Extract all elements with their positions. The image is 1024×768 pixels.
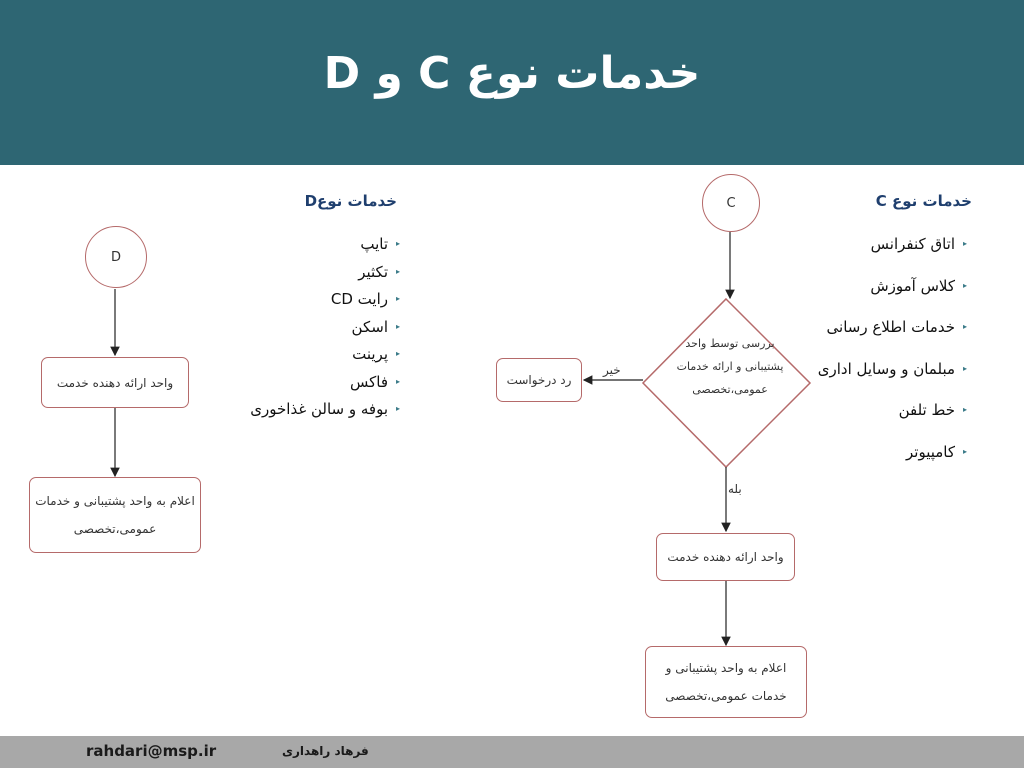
flow-c-yes-label: بله — [728, 482, 742, 496]
list-item: ▸ تایپ — [177, 231, 397, 259]
flow-d-provider-box: واحد ارائه دهنده خدمت — [41, 357, 189, 408]
list-item: ▸ فاکس — [177, 369, 397, 397]
list-item: ▸ کامپیوتر — [744, 438, 964, 480]
flow-c-no-label: خیر — [603, 363, 621, 377]
flow-c-start-node: C — [702, 174, 760, 232]
list-item: ▸ مبلمان و وسایل اداری — [744, 355, 964, 397]
list-item: ▸ اسکن — [177, 314, 397, 342]
list-item: ▸ رایت CD — [177, 286, 397, 314]
list-item: ▸ پرینت — [177, 341, 397, 369]
flow-c-reject-box: رد درخواست — [496, 358, 582, 402]
flow-c-decision-text: بررسی توسط واحد پشتیبانی و ارائه خدمات عمومی،تخصصی — [676, 337, 784, 396]
type-d-heading: خدمات نوعD — [304, 192, 397, 210]
type-c-heading: خدمات نوع C — [875, 192, 972, 210]
footer-email: rahdari@msp.ir — [86, 742, 217, 760]
flow-c-notify-box: اعلام به واحد پشتیبانی و خدمات عمومی،تخصصی — [645, 646, 807, 718]
flow-d-notify-box: اعلام به واحد پشتیبانی و خدمات عمومی،تخصصی — [29, 477, 201, 553]
slide-title: خدمات نوع C و D — [323, 48, 701, 99]
type-d-list — [177, 231, 397, 424]
footer-author: فرهاد راهداری — [282, 744, 369, 758]
list-item: ▸ اتاق کنفرانس — [744, 230, 964, 272]
list-item: ▸ خدمات اطلاع رسانی — [744, 313, 964, 355]
list-item: ▸ بوفه و سالن غذاخوری — [177, 396, 397, 424]
footer-bar — [0, 736, 1024, 768]
list-item: ▸ کلاس آموزش — [744, 272, 964, 314]
list-item: ▸ تکثیر — [177, 259, 397, 287]
flow-c-provider-box: واحد ارائه دهنده خدمت — [656, 533, 795, 581]
flow-d-start-node: D — [85, 226, 147, 288]
list-item: ▸ خط تلفن — [744, 396, 964, 438]
